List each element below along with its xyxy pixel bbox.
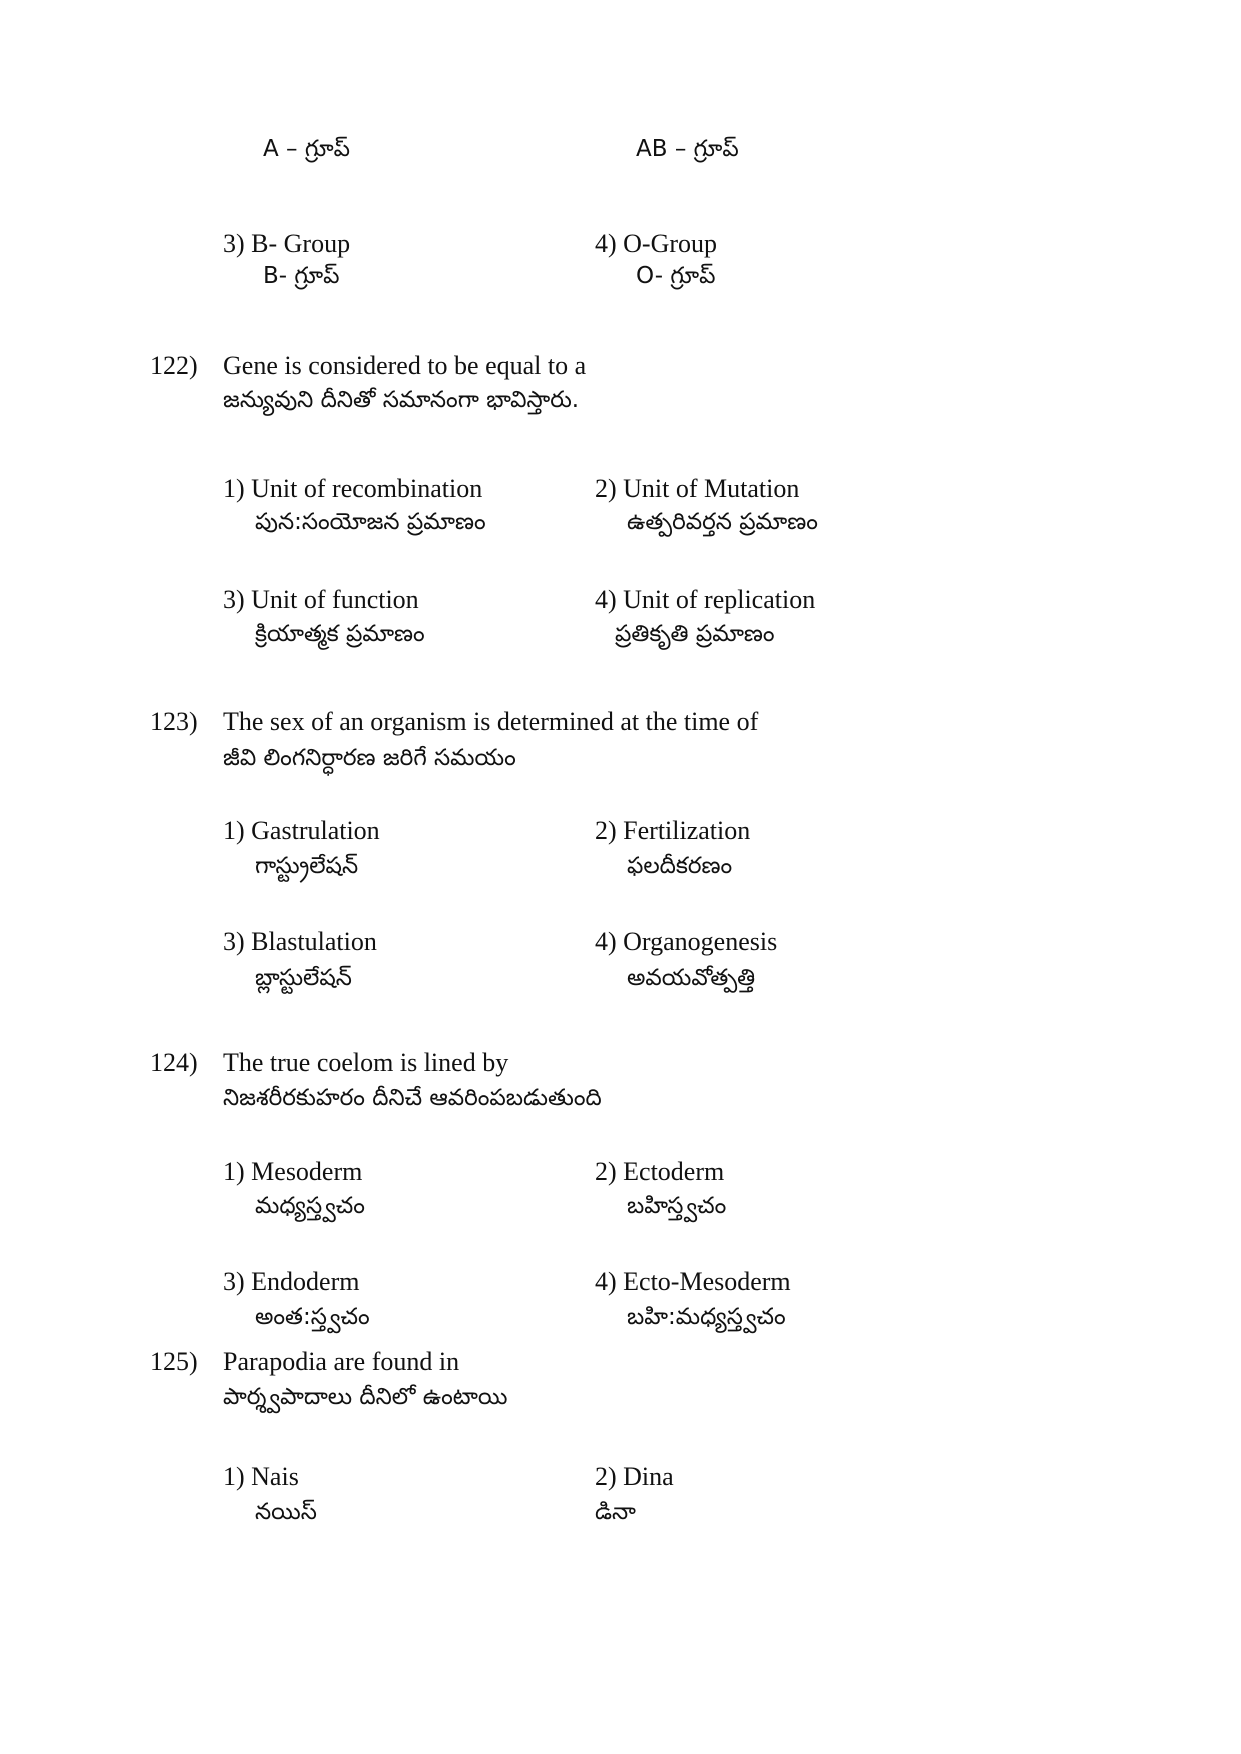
prev-option-4-telugu: O- గ్రూప్ — [636, 263, 716, 289]
option-1: 1) Nais — [223, 1462, 299, 1491]
option-3-telugu: క్రియాత్మక ప్రమాణం — [255, 621, 425, 647]
option-3: 3) Endoderm — [223, 1267, 360, 1296]
option-3: 3) Unit of function — [223, 585, 419, 614]
prev-option-3-telugu: B- గ్రూప్ — [263, 263, 340, 289]
option-2: 2) Unit of Mutation — [595, 474, 800, 503]
option-2: 2) Ectoderm — [595, 1157, 725, 1186]
question-text: Parapodia are found in — [223, 1347, 460, 1376]
question-text-telugu: జీవి లింగనిర్ధారణ జరిగే సమయం — [223, 745, 516, 771]
option-1: 1) Unit of recombination — [223, 474, 483, 503]
option-4: 4) Ecto-Mesoderm — [595, 1267, 791, 1296]
option-4-telugu: ప్రతికృతి ప్రమాణం — [615, 621, 775, 647]
option-1-telugu: గాస్ట్రులేషన్ — [255, 853, 359, 879]
question-number: 124) — [150, 1048, 198, 1077]
option-2: 2) Dina — [595, 1462, 674, 1491]
option-4: 4) Organogenesis — [595, 927, 778, 956]
option-3-telugu: బ్లాస్టులేషన్ — [255, 965, 352, 991]
option-2-telugu: ఫలదీకరణం — [627, 853, 733, 879]
question-text-telugu: పార్శ్వపాదాలు దీనిలో ఉంటాయి — [223, 1384, 508, 1410]
option-2-telugu: డినా — [595, 1499, 636, 1525]
prev-option-4: 4) O-Group — [595, 229, 718, 258]
option-1-telugu: నయిస్ — [255, 1499, 317, 1525]
option-1: 1) Gastrulation — [223, 816, 380, 845]
option-3-telugu: అంత:స్త్వచం — [255, 1304, 370, 1330]
option-4-telugu: అవయవోత్పత్తి — [627, 965, 756, 991]
option-3: 3) Blastulation — [223, 927, 377, 956]
question-text: The sex of an organism is determined at the time of — [223, 707, 759, 736]
question-number: 122) — [150, 351, 198, 380]
option-1-telugu: పున:సంయోజన ప్రమాణం — [255, 509, 486, 535]
question-text-telugu: జన్యువుని దీనితో సమానంగా భావిస్తారు. — [223, 387, 580, 413]
option-2-telugu: ఉత్పరివర్తన ప్రమాణం — [627, 509, 818, 535]
question-text: The true coelom is lined by — [223, 1048, 509, 1077]
prev-option-3: 3) B- Group — [223, 229, 351, 258]
question-text-telugu: నిజశరీరకుహరం దీనిచే ఆవరింపబడుతుంది — [223, 1085, 602, 1111]
prev-option-2-telugu: AB – గ్రూప్ — [636, 136, 739, 162]
option-2-telugu: బహిస్త్వచం — [627, 1193, 727, 1219]
option-4: 4) Unit of replication — [595, 585, 816, 614]
question-number: 125) — [150, 1347, 198, 1376]
question-text: Gene is considered to be equal to a — [223, 351, 587, 380]
option-4-telugu: బహి:మధ్యస్త్వచం — [627, 1304, 786, 1330]
question-number: 123) — [150, 707, 198, 736]
option-1-telugu: మధ్యస్త్వచం — [255, 1193, 365, 1219]
option-2: 2) Fertilization — [595, 816, 751, 845]
option-1: 1) Mesoderm — [223, 1157, 363, 1186]
prev-option-1-telugu: A – గ్రూప్ — [263, 136, 350, 162]
